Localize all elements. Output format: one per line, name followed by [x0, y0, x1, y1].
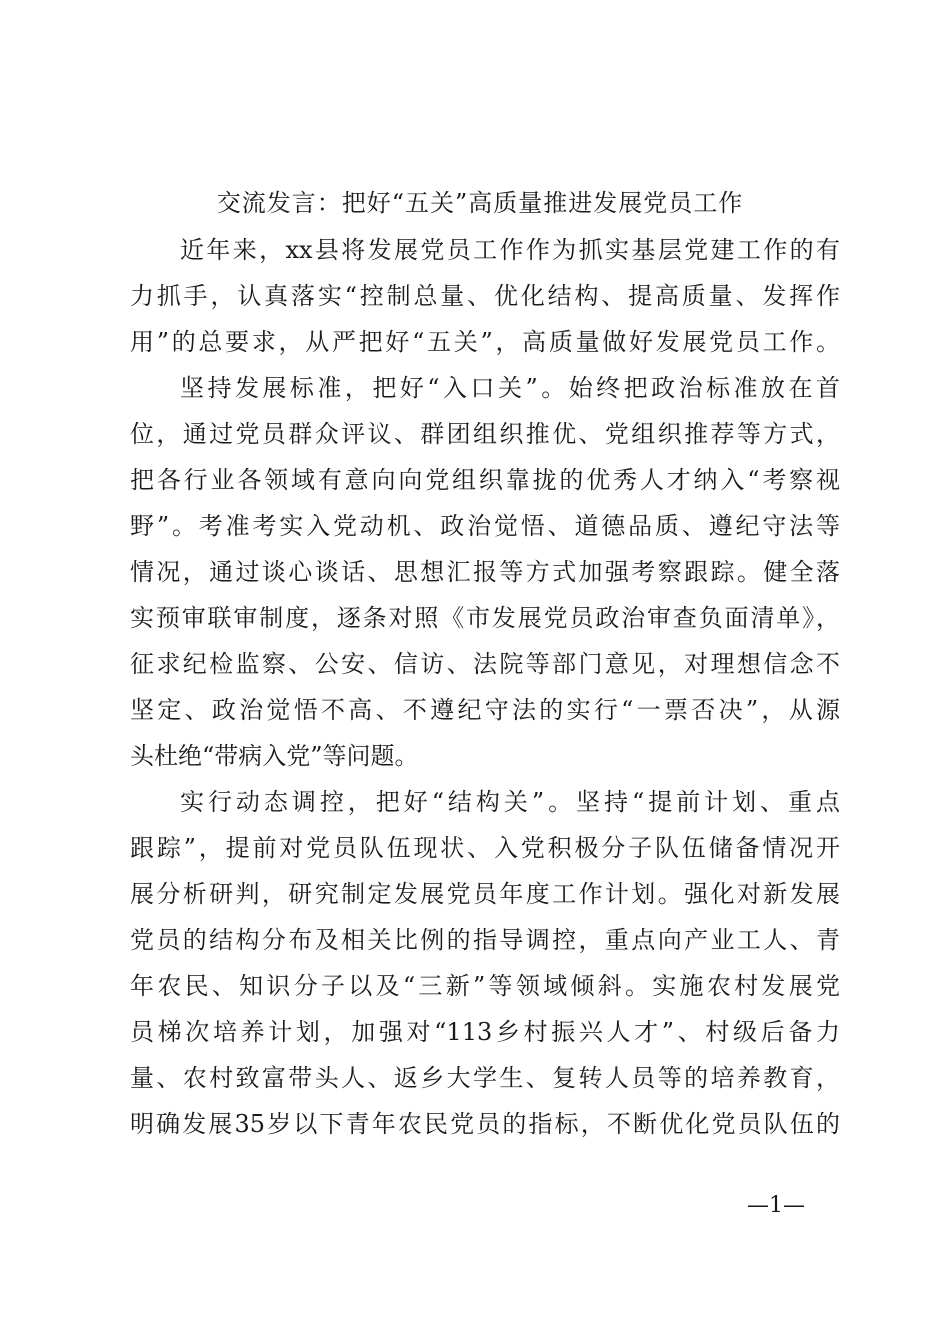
document-body [130, 227, 840, 1147]
paragraph-line: 征求纪检监察、公安、信访、法院等部门意见，对理想信念不 [130, 650, 840, 678]
paragraph-line: 坚定、政治觉悟不高、不遵纪守法的实行“一票否决”，从源 [130, 696, 840, 724]
paragraph-line: 野”。考准考实入党动机、政治觉悟、道德品质、遵纪守法等 [130, 512, 840, 540]
paragraph-line: 用”的总要求，从严把好“五关”，高质量做好发展党员工作。 [130, 328, 840, 356]
document-title: 交流发言：把好“五关”高质量推进发展党员工作 [216, 189, 744, 217]
paragraph-1 [130, 227, 840, 365]
paragraph-line: 位，通过党员群众评议、群团组织推优、党组织推荐等方式， [130, 420, 840, 448]
paragraph-line: 头杜绝“带病入党”等问题。 [130, 742, 419, 770]
page-number: —1— [747, 1193, 805, 1218]
paragraph-line: 坚持发展标准，把好“入口关”。始终把政治标准放在首 [180, 374, 840, 402]
paragraph-line: 年农民、知识分子以及“三新”等领域倾斜。实施农村发展党 [130, 972, 840, 1000]
paragraph-line: 党员的结构分布及相关比例的指导调控，重点向产业工人、青 [130, 926, 840, 954]
paragraph-line: 展分析研判，研究制定发展党员年度工作计划。强化对新发展 [130, 880, 840, 908]
paragraph-line: 明确发展35岁以下青年农民党员的指标，不断优化党员队伍的 [130, 1110, 840, 1138]
paragraph-line: 把各行业各领域有意向向党组织靠拢的优秀人才纳入“考察视 [130, 466, 840, 494]
paragraph-line: 实行动态调控，把好“结构关”。坚持“提前计划、重点 [180, 788, 840, 816]
paragraph-line: 量、农村致富带头人、返乡大学生、复转人员等的培养教育， [130, 1064, 840, 1092]
paragraph-line: 情况，通过谈心谈话、思想汇报等方式加强考察跟踪。健全落 [130, 558, 840, 586]
paragraph-line: 实预审联审制度，逐条对照《市发展党员政治审查负面清单》， [130, 604, 840, 632]
paragraph-3 [130, 779, 840, 1147]
paragraph-2 [130, 365, 840, 779]
paragraph-line: 跟踪”，提前对党员队伍现状、入党积极分子队伍储备情况开 [130, 834, 840, 862]
paragraph-line: 力抓手，认真落实“控制总量、优化结构、提高质量、发挥作 [130, 282, 840, 310]
paragraph-line: 近年来，xx县将发展党员工作作为抓实基层党建工作的有 [180, 236, 840, 264]
paragraph-line: 员梯次培养计划，加强对“113乡村振兴人才”、村级后备力 [130, 1018, 840, 1046]
